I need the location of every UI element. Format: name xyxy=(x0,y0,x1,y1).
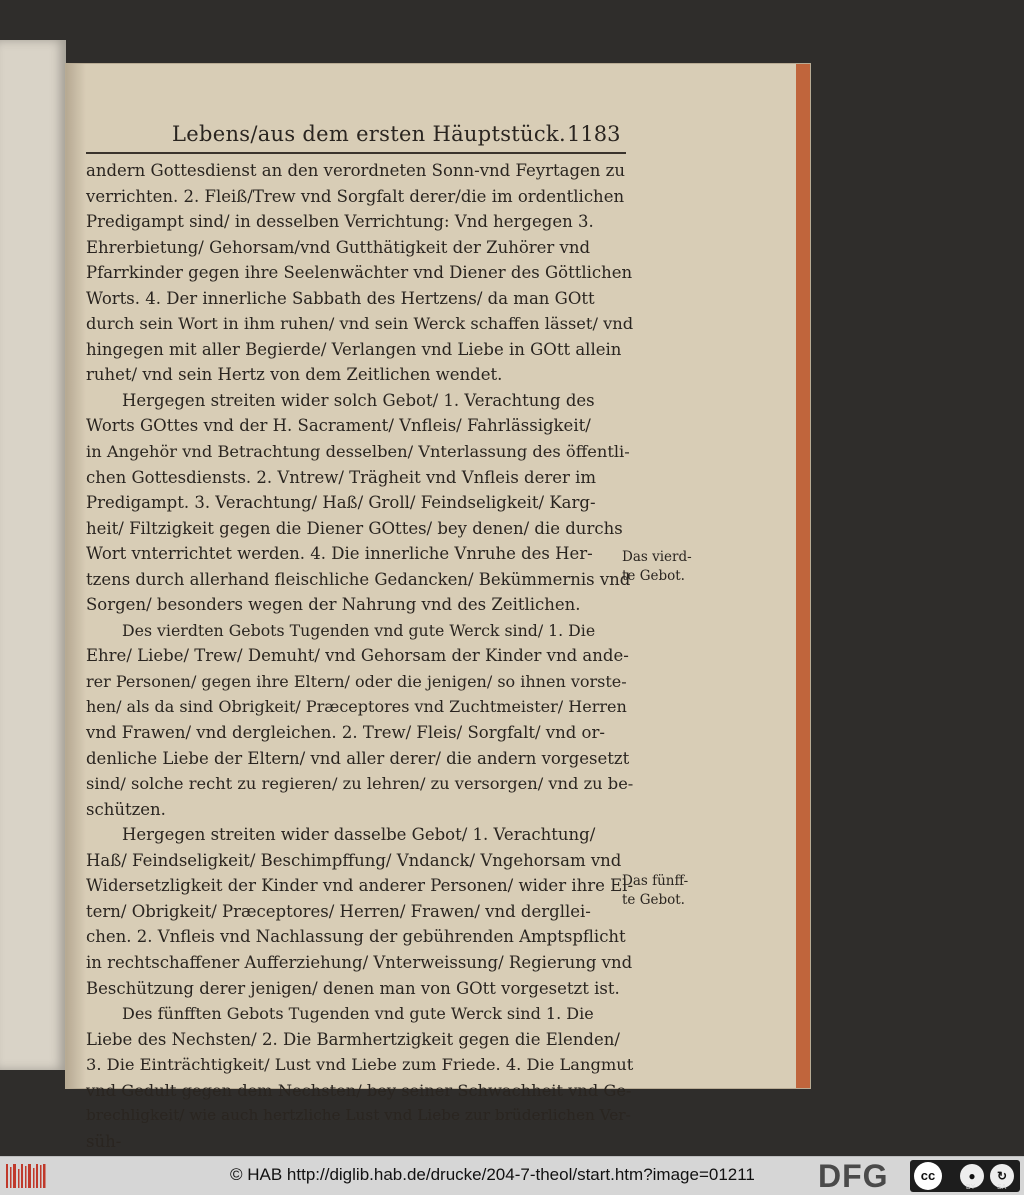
text-line: süh- xyxy=(86,1131,122,1151)
text-line: Wort vnterrichtet werden. 4. Die innerliche Vnruhe des Her- xyxy=(86,544,593,564)
text-line: Worts. 4. Der innerliche Sabbath des Hertzens/ da man GOtt xyxy=(86,288,595,308)
text-line: rer Personen/ gegen ihre Eltern/ oder die jenigen/ so ihnen vorste- xyxy=(86,671,627,691)
text-line: denliche Liebe der Eltern/ vnd aller derer/ die andern vorgesetzt xyxy=(86,748,630,768)
text-line: brechligkeit/ wie auch hertzliche Lust vnd Liebe zur brüderlichen Ver- xyxy=(86,1106,631,1125)
text-line: in rechtschaffener Aufferziehung/ Vnterweissung/ Regierung vnd xyxy=(86,952,633,972)
text-line: durch sein Wort in ihm ruhen/ vnd sein Werck schaffen lässet/ vnd xyxy=(86,314,634,334)
red-page-edge xyxy=(796,64,810,1088)
text-line: heit/ Filtzigkeit gegen die Diener GOttes/ bey denen/ die durchs xyxy=(86,518,623,538)
text-line: Des vierdten Gebots Tugenden vnd gute Werck sind/ 1. Die xyxy=(122,620,596,640)
text-line: vnd Frawen/ vnd dergleichen. 2. Trew/ Fleis/ Sorgfalt/ vnd or- xyxy=(86,723,605,743)
text-line: Predigampt sind/ in desselben Verrichtung: Vnd hergegen 3. xyxy=(86,212,594,232)
cc-license-badge[interactable] xyxy=(910,1160,1020,1192)
text-line: Des fünfften Gebots Tugenden vnd gute Werck sind 1. Die xyxy=(122,1004,594,1024)
gutter-shadow xyxy=(66,64,86,1088)
text-line: hen/ als da sind Obrigkeit/ Præceptores vnd Zuchtmeister/ Herren xyxy=(86,697,627,717)
text-line: Hergegen streiten wider dasselbe Gebot/ 1. Verachtung/ xyxy=(122,825,596,845)
cc-icon: cc xyxy=(914,1162,942,1190)
text-line: hingegen mit aller Begierde/ Verlangen vnd Liebe in GOtt allein xyxy=(86,339,622,359)
page-number: 1183 xyxy=(567,122,621,146)
text-line: tern/ Obrigkeit/ Præceptores/ Herren/ Frawen/ vnd dergllei- xyxy=(86,901,591,921)
running-head: Lebens/aus dem ersten Häuptstück. xyxy=(172,122,566,146)
share-alike-icon: ↻ xyxy=(990,1164,1014,1188)
by-label: BY xyxy=(966,1184,976,1191)
text-line: chen. 2. Vnfleis vnd Nachlassung der gebührenden Amptspflicht xyxy=(86,927,626,947)
text-line: 3. Die Einträchtigkeit/ Lust vnd Liebe zum Friede. 4. Die Langmut xyxy=(86,1055,634,1075)
text-line: Haß/ Feindseligkeit/ Beschimpffung/ Vndanck/ Vngehorsam vnd xyxy=(86,850,622,870)
copyright-link[interactable]: © HAB http://diglib.hab.de/drucke/204-7-theol/start.htm?image=01211 xyxy=(230,1165,755,1184)
barcode-icon xyxy=(6,1164,46,1188)
text-line: Pfarrkinder gegen ihre Seelenwächter vnd Diener des Göttlichen xyxy=(86,263,633,283)
text-line: Ehre/ Liebe/ Trew/ Demuht/ vnd Gehorsam der Kinder vnd ande- xyxy=(86,646,629,666)
text-line: vnd Gedult gegen dem Nechsten/ bey seiner Schwachheit vnd Ge- xyxy=(86,1080,632,1100)
text-line: Worts GOttes vnd der H. Sacrament/ Vnfleis/ Fahrlässigkeit/ xyxy=(86,416,591,436)
margin-note-fifth-commandment: Das fünff- te Gebot. xyxy=(622,873,689,908)
text-line: ruhet/ vnd sein Hertz von dem Zeitlichen wendet. xyxy=(86,365,503,385)
attribution-icon: ● xyxy=(960,1164,984,1188)
text-line: sind/ solche recht zu regieren/ zu lehren/ zu versorgen/ vnd zu be- xyxy=(86,774,634,794)
text-line: verrichten. 2. Fleiß/Trew vnd Sorgfalt derer/die im ordentlichen xyxy=(86,186,625,206)
margin-note-fourth-commandment: Das vierd- te Gebot. xyxy=(622,549,692,584)
text-line: Liebe des Nechsten/ 2. Die Barmhertzigkeit gegen die Elenden/ xyxy=(86,1029,620,1049)
text-line: Predigampt. 3. Verachtung/ Haß/ Groll/ Feindseligkeit/ Karg- xyxy=(86,493,596,513)
text-line: Hergegen streiten wider solch Gebot/ 1. Verachtung des xyxy=(122,390,595,410)
body-text xyxy=(86,158,646,1154)
text-line: in Angehör vnd Betrachtung desselben/ Vnterlassung des öffentli- xyxy=(86,442,630,462)
head-rule xyxy=(86,152,626,154)
text-line: andern Gottesdienst an den verordneten Sonn-vnd Feyrtagen zu xyxy=(86,161,625,180)
text-line: schützen. xyxy=(86,799,166,819)
viewer-footer xyxy=(0,1156,1024,1195)
sa-label: SA xyxy=(997,1184,1007,1191)
previous-page-edge xyxy=(0,40,66,1070)
text-line: Sorgen/ besonders wegen der Nahrung vnd des Zeitlichen. xyxy=(86,595,581,615)
text-line: Widersetzligkeit der Kinder vnd anderer Personen/ wider ihre El- xyxy=(86,876,634,896)
text-line: Beschützung derer jenigen/ denen man von GOtt vorgesetzt ist. xyxy=(86,978,620,998)
text-line: tzens durch allerhand fleischliche Gedancken/ Bekümmernis vnd xyxy=(86,569,631,589)
dfg-logo[interactable]: DFG xyxy=(818,1158,889,1194)
text-line: Ehrerbietung/ Gehorsam/vnd Gutthätigkeit der Zuhörer vnd xyxy=(86,237,591,257)
text-line: chen Gottesdiensts. 2. Vntrew/ Trägheit vnd Vnfleis derer im xyxy=(86,467,597,487)
